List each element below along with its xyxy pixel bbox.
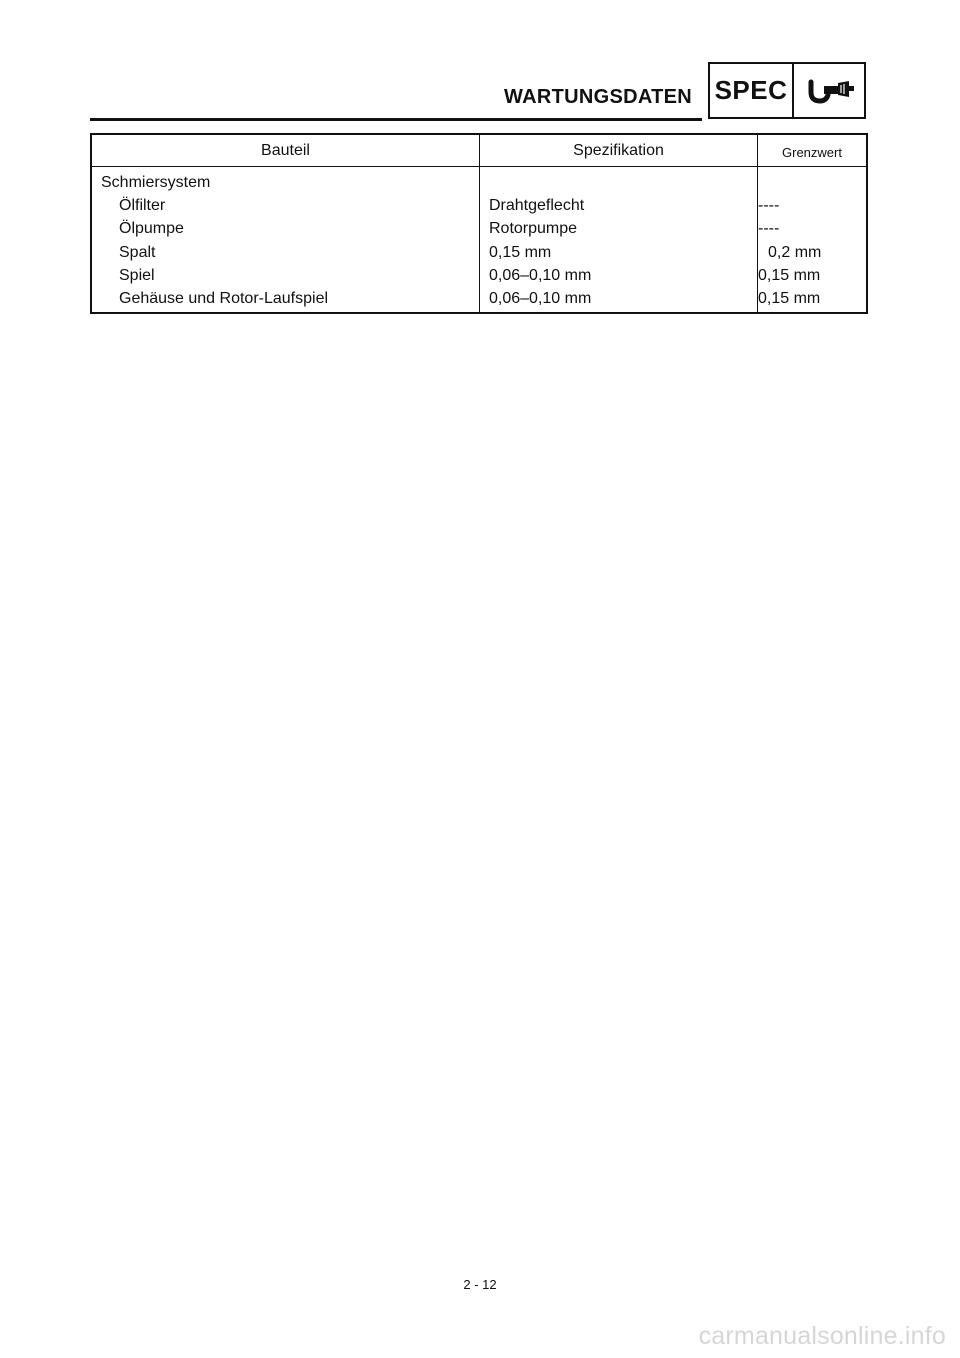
column-grenzwert <box>758 167 866 312</box>
table-body <box>92 167 866 312</box>
table-cell-limit: ---- <box>758 220 780 238</box>
spec-table <box>90 133 868 314</box>
table-cell-limit: 0,2 mm <box>768 243 822 261</box>
table-cell-part: Ölpumpe <box>119 220 184 238</box>
table-cell-spec: 0,15 mm <box>489 243 552 261</box>
table-cell-part: Gehäuse und Rotor-Laufspiel <box>119 289 329 307</box>
table-cell-part: Spalt <box>119 243 156 261</box>
column-header-bauteil: Bauteil <box>92 135 480 166</box>
table-header <box>92 135 866 167</box>
page-number: 2 - 12 <box>463 1277 497 1292</box>
header-rule <box>90 118 702 121</box>
watermark: carmanualsonline.info <box>698 1322 946 1350</box>
column-header-spezifikation: Spezifikation <box>480 135 758 166</box>
column-header-grenzwert: Grenzwert <box>782 144 842 160</box>
spec-badge-label: SPEC <box>710 64 794 117</box>
table-cell-empty <box>480 171 757 194</box>
table-cell-limit: 0,15 mm <box>758 266 821 284</box>
section-heading: Schmiersystem <box>101 174 211 191</box>
table-cell-spec: 0,06–0,10 mm <box>489 289 592 307</box>
table-cell-spec: Rotorpumpe <box>489 220 578 238</box>
table-cell-empty <box>758 171 866 194</box>
table-cell-limit: ---- <box>758 197 780 215</box>
table-cell-limit: 0,15 mm <box>758 289 821 307</box>
table-cell-part: Spiel <box>119 266 155 284</box>
table-cell-part: Ölfilter <box>119 197 166 215</box>
table-cell-spec: Drahtgeflecht <box>489 197 585 215</box>
column-bauteil <box>92 167 480 312</box>
table-cell-spec: 0,06–0,10 mm <box>489 266 592 284</box>
spec-badge <box>708 62 866 119</box>
page-title: WARTUNGSDATEN <box>504 86 692 108</box>
micrometer-icon <box>794 64 864 117</box>
column-spezifikation <box>480 167 758 312</box>
